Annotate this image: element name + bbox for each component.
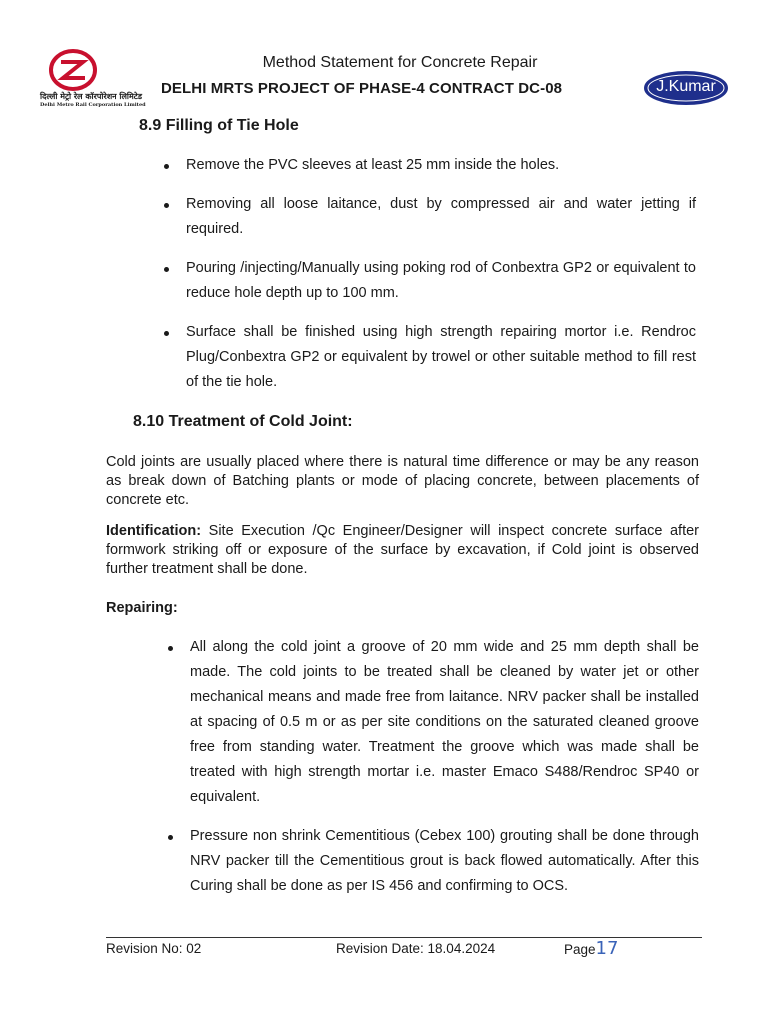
- repair-bullet-list: [190, 635, 699, 913]
- list-item: [186, 256, 696, 306]
- cold-joint-intro-paragraph: Cold joints are usually placed where there is natural time difference or may be any reason as break down of Batching plants or mode of placing concrete, between placements of concrete etc.: [106, 454, 699, 508]
- list-item-text: All along the cold joint a groove of 20 mm wide and 25 mm depth shall be made. The cold joints to be treated shall be cleaned by water jet or other mechanical means and made free from laitance. NRV packer shall be installed at spacing of 0.5 m or as per site conditions on the saturated cleaned groove free from standing water. Treatment the groove which was made shall be treated with high strength mortar i.e. master Emaco S488/Rendroc SP40 or equivalent.: [190, 639, 699, 805]
- org-name-hindi: दिल्ली मेट्रो रेल कॉरपोरेशन लिमिटेड: [40, 91, 143, 101]
- bullet-icon: [164, 203, 169, 208]
- footer-revision-date: Revision Date: 18.04.2024: [336, 941, 496, 956]
- list-item-text: Pouring /injecting/Manually using poking rod of Conbextra GP2 or equivalent to reduce hole depth up to 100 mm.: [186, 260, 696, 301]
- bullet-icon: [168, 646, 173, 651]
- org-name-english: Delhi Metro Rail Corporation Limited: [40, 102, 146, 108]
- section-heading-cold-joint: 8.10 Treatment of Cold Joint:: [133, 413, 353, 430]
- list-item-text: Remove the PVC sleeves at least 25 mm inside the holes.: [186, 157, 560, 173]
- repairing-label: Repairing:: [106, 600, 178, 616]
- project-title: DELHI MRTS PROJECT OF PHASE-4 CONTRACT DC-08: [161, 80, 563, 97]
- list-item-text: Surface shall be finished using high strength repairing mortor i.e. Rendroc Plug/Conbextra GP2 or equivalent by trowel or other suitable method to fill rest of the tie hole.: [186, 324, 696, 390]
- list-item: [190, 635, 699, 810]
- identification-paragraph: [106, 522, 699, 579]
- identification-label: Identification:: [106, 523, 202, 539]
- identification-text: Site Execution /Qc Engineer/Designer will inspect concrete surface after formwork striking off or exposure of the surface by excavation, if Cold joint is observed further treatment shall be done.: [106, 523, 699, 577]
- bullet-icon: [168, 835, 173, 840]
- bullet-icon: [164, 267, 169, 272]
- list-item: [186, 192, 696, 242]
- footer-revision-number: Revision No: 02: [106, 941, 202, 956]
- footer-page: [564, 939, 618, 960]
- footer-page-label: Page: [564, 942, 596, 957]
- section-heading-tie-hole: 8.9 Filling of Tie Hole: [139, 117, 299, 134]
- dmrc-logo-icon: [48, 48, 98, 92]
- jkumar-logo-text: J.Kumar: [656, 78, 716, 95]
- list-item: [190, 824, 699, 899]
- list-item: [186, 153, 696, 178]
- tie-hole-bullet-list: [186, 153, 696, 409]
- document-title: Method Statement for Concrete Repair: [262, 54, 538, 71]
- footer-page-number: 17: [595, 938, 619, 959]
- list-item: [186, 320, 696, 395]
- bullet-icon: [164, 331, 169, 336]
- list-item-text: Removing all loose laitance, dust by compressed air and water jetting if required.: [186, 196, 696, 237]
- list-item-text: Pressure non shrink Cementitious (Cebex 100) grouting shall be done through NRV packer till the Cementitious grout is back flowed automatically. After this Curing shall be done as per IS 456 and confirming to OCS.: [190, 828, 699, 894]
- bullet-icon: [164, 164, 169, 169]
